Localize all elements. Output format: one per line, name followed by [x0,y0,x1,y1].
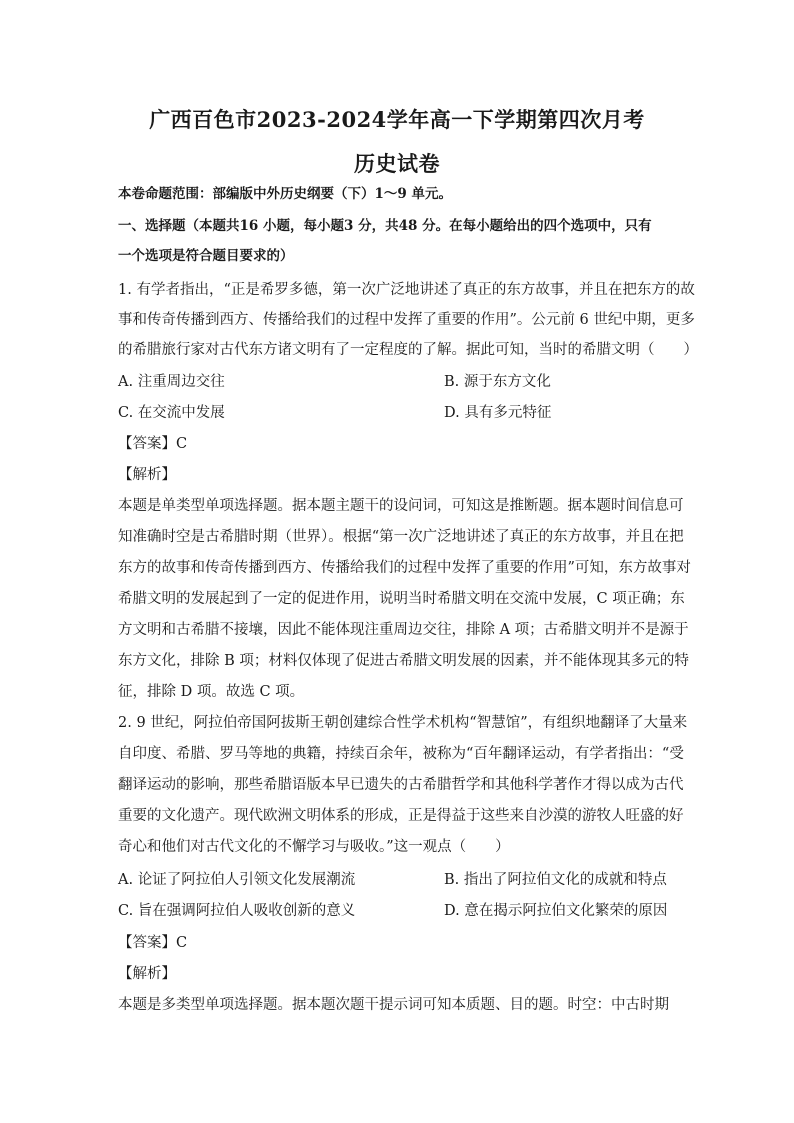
exam-scope: 本卷命题范围：部编版中外历史纲要（下）1～9 单元。 [118,186,452,202]
q2-option-b: B. 指出了阿拉伯文化的成就和特点 [444,872,667,888]
q1-analysis-line: 知准确时空是古希腊时期（世界）。根据“第一次广泛地讲述了真正的东方故事，并且在把 [118,529,684,545]
exam-subtitle: 历史试卷 [354,151,440,176]
q1-analysis-line: 方文明和古希腊不接壤，因此不能体现注重周边交往，排除 A 项；古希腊文明并不是源于 [118,622,689,638]
q1-analysis-line: 希腊文明的发展起到了一定的促进作用，说明当时希腊文明在交流中发展，C 项正确；东 [118,591,685,607]
q2-stem-line: 2. 9 世纪，阿拉伯帝国阿拔斯王朝创建综合性学术机构“智慧馆”，有组织地翻译了大量来 [118,715,688,731]
section-heading-line-2: 一个选项是符合题目要求的） [118,248,294,264]
q2-stem-line: 重要的文化遗产。现代欧洲文明体系的形成，正是得益于这些来自沙漠的游牧人旺盛的好 [118,808,684,824]
q2-option-a: A. 论证了阿拉伯人引领文化发展潮流 [118,872,356,888]
q1-option-d: D. 具有多元特征 [444,405,552,421]
q1-option-c: C. 在交流中发展 [118,405,225,421]
q1-option-a: A. 注重周边交往 [118,374,225,390]
section-heading-line-1: 一、选择题（本题共16 小题，每小题3 分，共48 分。在每小题给出的四个选项中，只有 [118,218,652,234]
q2-analysis-line: 本题是多类型单项选择题。据本题次题干提示词可知本质题、目的题。时空：中古时期 [118,997,669,1013]
q1-analysis-label: 【解析】 [118,467,176,483]
q1-answer: 【答案】C [118,436,188,452]
exam-title: 广西百色市2023-2024学年高一下学期第四次月考 [149,107,645,132]
q2-option-d: D. 意在揭示阿拉伯文化繁荣的原因 [444,903,668,919]
q1-option-b: B. 源于东方文化 [444,374,551,390]
q2-stem-line: 奇心和他们对古代文化的不懈学习与吸收。”这一观点（ ） [118,839,510,855]
q2-analysis-label: 【解析】 [118,966,176,982]
q1-stem-line: 1. 有学者指出，“正是希罗多德，第一次广泛地讲述了真正的东方故事，并且在把东方的故 [118,282,695,298]
q2-stem-line: 自印度、希腊、罗马等地的典籍，持续百余年，被称为“百年翻译运动，有学者指出：“受 [118,746,684,762]
q1-analysis-line: 征，排除 D 项。故选 C 项。 [118,684,305,700]
q2-option-c: C. 旨在强调阿拉伯人吸收创新的意义 [118,903,356,919]
q2-answer: 【答案】C [118,935,188,951]
q1-stem-line: 的希腊旅行家对古代东方诸文明有了一定程度的了解。据此可知，当时的希腊文明（ ） [118,342,698,358]
q2-stem-line: 翻译运动的影响，那些希腊语版本早已遗失的古希腊哲学和其他科学著作才得以成为古代 [118,777,684,793]
q1-analysis-line: 本题是单类型单项选择题。据本题主题干的设问词，可知这是推断题。据本题时间信息可 [118,498,684,514]
q1-analysis-line: 东方文化，排除 B 项；材料仅体现了促进古希腊文明发展的因素，并不能体现其多元的特 [118,653,689,669]
q1-analysis-line: 东方的故事和传奇传播到西方、传播给我们的过程中发挥了重要的作用”可知，东方故事对 [118,560,691,576]
q1-stem-line: 事和传奇传播到西方、传播给我们的过程中发挥了重要的作用”。公元前 6 世纪中期，更多 [118,312,695,328]
